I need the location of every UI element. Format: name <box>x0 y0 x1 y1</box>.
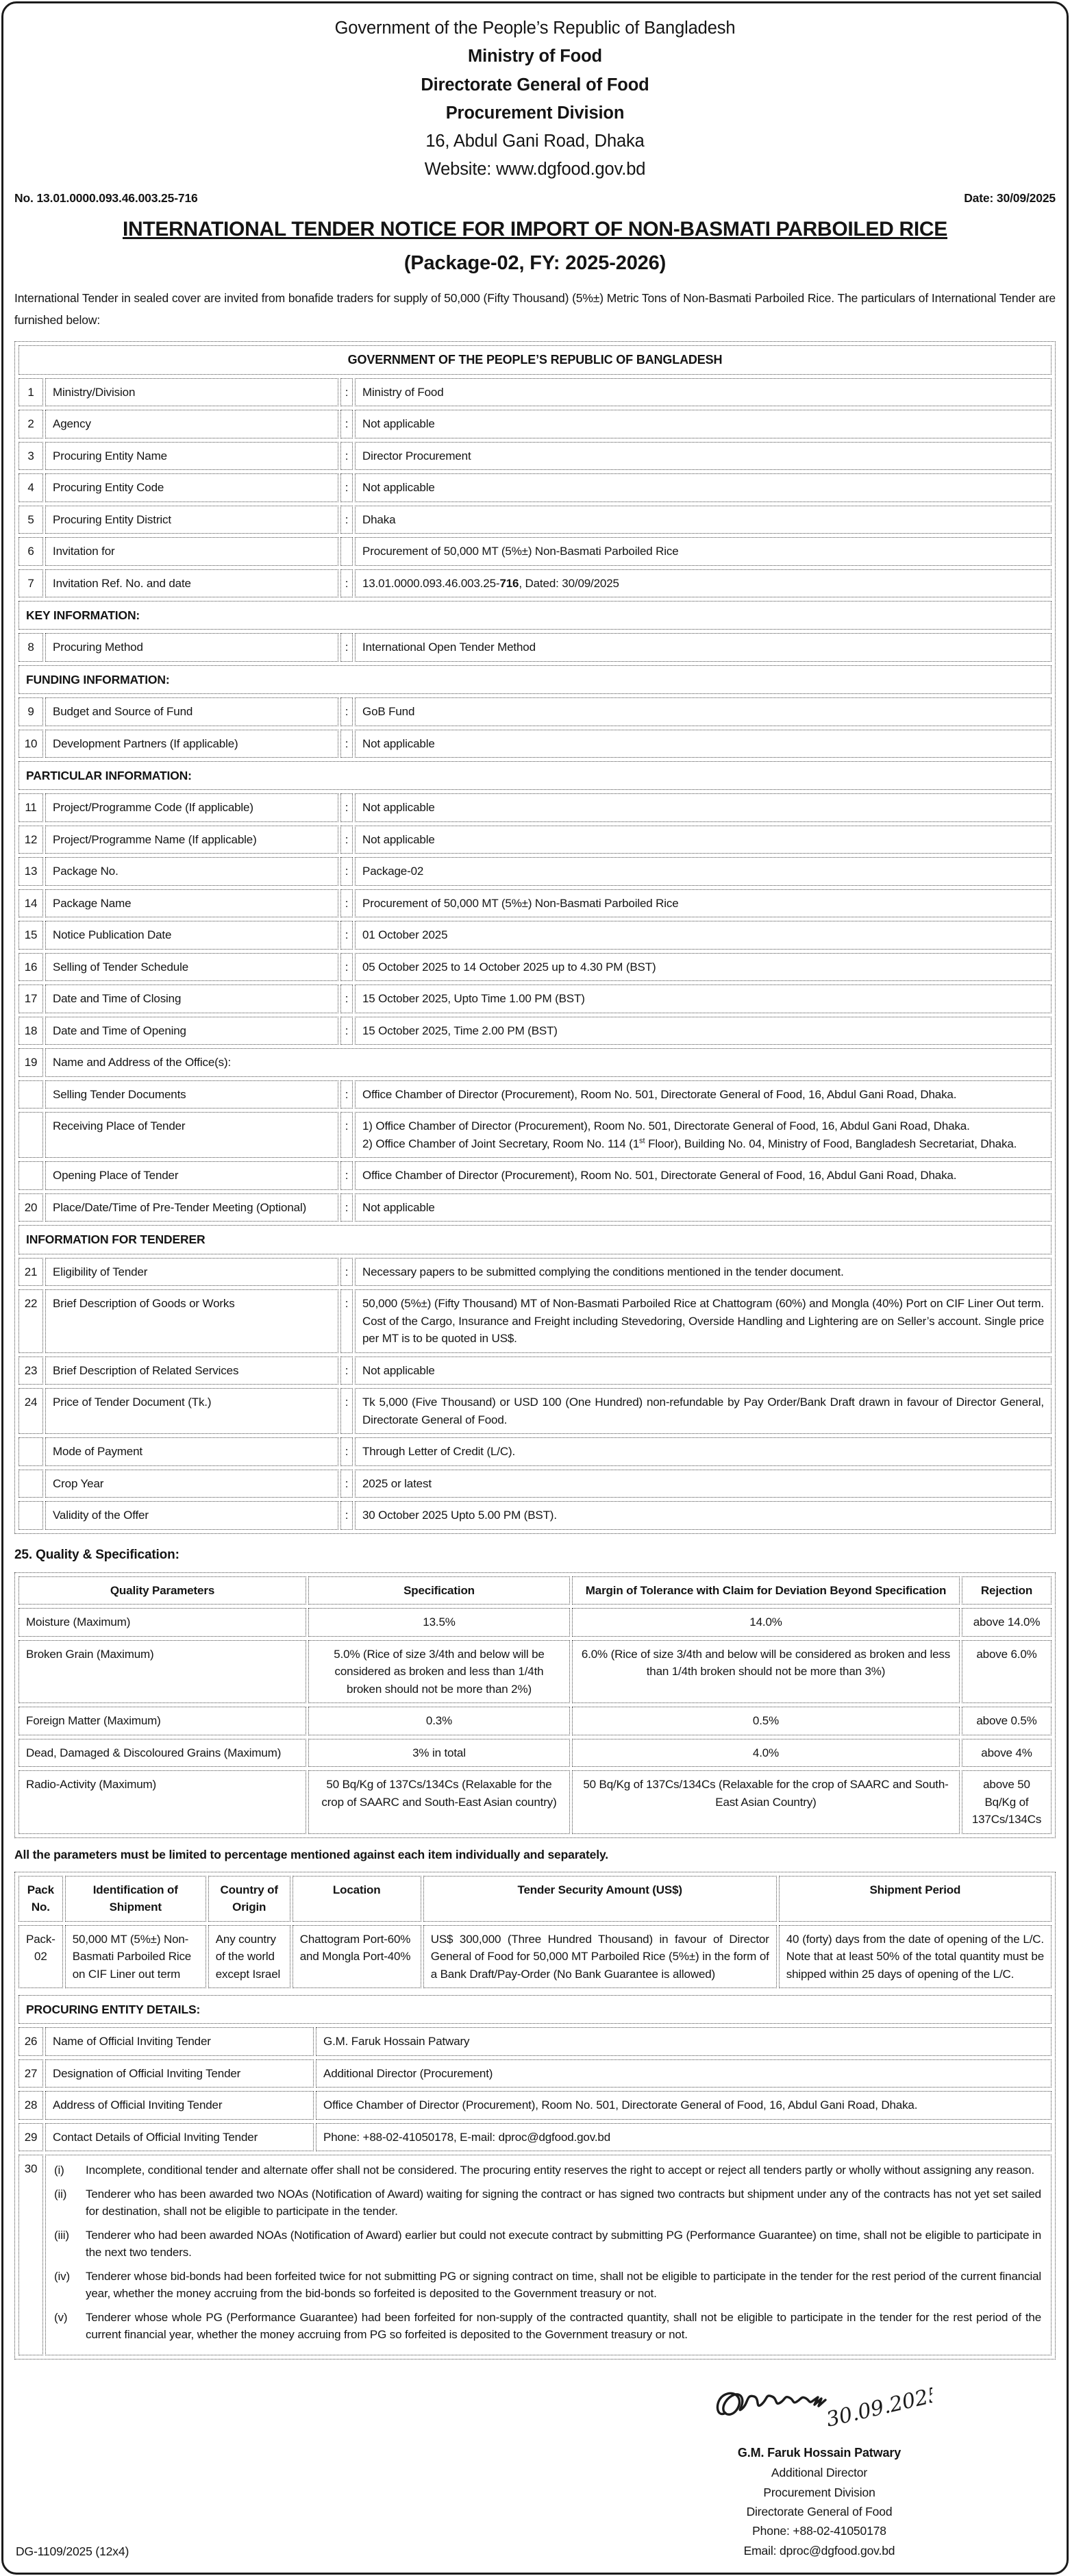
ref-value-bold: 716 <box>499 576 519 590</box>
table-row <box>18 1707 1052 1735</box>
row-label: Brief Description of Goods or Works <box>45 1289 338 1353</box>
address-line: 16, Abdul Gani Road, Dhaka <box>425 132 645 151</box>
section-header: FUNDING INFORMATION: <box>18 665 1052 694</box>
row-num <box>18 1161 43 1190</box>
table-row <box>18 953 1052 982</box>
row-label: Development Partners (If applicable) <box>45 730 338 758</box>
row-value: International Open Tender Method <box>355 633 1052 662</box>
section-row <box>18 761 1052 790</box>
margin-tolerance: 14.0% <box>572 1608 960 1637</box>
table-row <box>18 1017 1052 1045</box>
section-header: INFORMATION FOR TENDERER <box>18 1225 1052 1254</box>
row-colon: : <box>340 410 353 438</box>
section-header: PARTICULAR INFORMATION: <box>18 761 1052 790</box>
row-colon: : <box>340 1437 353 1466</box>
row-colon: : <box>340 1112 353 1158</box>
tender-notice-page <box>1 1 1069 2575</box>
quality-table <box>16 1573 1054 1837</box>
table-row <box>18 2155 1052 2355</box>
row-value: Package-02 <box>355 857 1052 886</box>
table-row <box>18 730 1052 758</box>
row-value: Not applicable <box>355 410 1052 438</box>
row-label: Name of Official Inviting Tender <box>45 2027 314 2056</box>
quality-spec-heading: 25. Quality & Specification: <box>14 1547 179 1562</box>
identification-of-shipment: 50,000 MT (5%±) Non-Basmati Parboiled Rice on CIF Liner out term <box>65 1925 206 1989</box>
row-label: Eligibility of Tender <box>45 1258 338 1287</box>
row-colon: : <box>340 1501 353 1530</box>
table-subrow <box>18 1501 1052 1530</box>
section-row <box>18 1995 1052 2024</box>
shipment-period: 40 (forty) days from the date of opening of the L/C. Note that at least 50% of the total quantity must be shipped within 25 days of opening of the L/C. <box>779 1925 1052 1989</box>
table-subrow <box>18 1112 1052 1158</box>
row-value: Tk 5,000 (Five Thousand) or USD 100 (One Hundred) non-refundable by Pay Order/Bank Draft drawn in favour of Director General, Directorate General of Food. <box>355 1388 1052 1434</box>
row-label: Procuring Method <box>45 633 338 662</box>
row-label: Contact Details of Official Inviting Tender <box>45 2123 314 2152</box>
table-row <box>18 378 1052 407</box>
row-colon: : <box>340 442 353 471</box>
rejection: above 50 Bq/Kg of 137Cs/134Cs <box>962 1770 1052 1834</box>
row-value: Procurement of 50,000 MT (5%±) Non-Basmati Parboiled Rice <box>355 537 1052 566</box>
table-row <box>18 537 1052 566</box>
row-label: Price of Tender Document (Tk.) <box>45 1388 338 1434</box>
row-value: 05 October 2025 to 14 October 2025 up to 4.30 PM (BST) <box>355 953 1052 982</box>
row-label: Project/Programme Name (If applicable) <box>45 826 338 854</box>
table-row <box>18 506 1052 534</box>
row-num <box>18 1437 43 1466</box>
signatory-directorate: Directorate General of Food <box>746 2504 893 2518</box>
table-row <box>18 1193 1052 1222</box>
condition-text: Tenderer who had been awarded NOAs (Notification of Award) earlier but could not execute contract by submitting PG (Performance Guarantee) on time, shall not be eligible to participate in the next two tenders. <box>86 2228 1041 2259</box>
row-value: Office Chamber of Director (Procurement), Room No. 501, Directorate General of Food, 16, Abdul Gani Road, Dhaka. <box>316 2091 1052 2120</box>
quality-parameter: Dead, Damaged & Discoloured Grains (Maximum) <box>18 1739 306 1768</box>
condition-text: Incomplete, conditional tender and alternate offer shall not be considered. The procuring entity reserves the right to accept or reject all tenders partly or wholly without assigning any reason. <box>86 2164 1034 2177</box>
row-num <box>18 1112 43 1158</box>
division-line: Procurement Division <box>445 103 625 123</box>
row-num: 23 <box>18 1357 43 1385</box>
row-label: Validity of the Offer <box>45 1501 338 1530</box>
row-label: Place/Date/Time of Pre-Tender Meeting (Optional) <box>45 1193 338 1222</box>
receiving-place-line-2 <box>362 1135 1044 1153</box>
row-value: Not applicable <box>355 1193 1052 1222</box>
row-value: 50,000 (5%±) (Fifty Thousand) MT of Non-Basmati Parboiled Rice at Chattogram (60%) and Mongla (40%) Port on CIF Liner Out term. Cost of the Cargo, Insurance and Freight including Stevedoring, Overside Handling and Lightering are on Seller’s account. Single price per MT is to be quoted in US$. <box>355 1289 1052 1353</box>
row-value: GoB Fund <box>355 697 1052 726</box>
signatory-phone: Phone: +88-02-41050178 <box>752 2524 886 2538</box>
row-label: Address of Official Inviting Tender <box>45 2091 314 2120</box>
memo-date: Date: 30/09/2025 <box>964 190 1056 205</box>
row-label: Agency <box>45 410 338 438</box>
tender-security-amount: US$ 300,000 (Three Hundred Thousand) in favour of Director General of Food for 50,000 MT Parboiled Rice (5%±) in the form of a Bank Draft/Pay-Order (No Bank Guarantee is allowed) <box>423 1925 777 1989</box>
letterhead <box>14 10 1056 184</box>
table-row <box>18 889 1052 918</box>
row-value: Office Chamber of Director (Procurement), Room No. 501, Directorate General of Food, 16, Abdul Gani Road, Dhaka. <box>355 1161 1052 1190</box>
margin-tolerance: 6.0% (Rice of size 3/4th and below will be considered as broken and less than 1/4th broken should not be more than 3%) <box>572 1640 960 1704</box>
row-label: Invitation for <box>45 537 338 566</box>
row-colon: : <box>340 826 353 854</box>
row-num: 28 <box>18 2091 43 2120</box>
column-header: Margin of Tolerance with Claim for Deviation Beyond Specification <box>572 1576 960 1605</box>
row-value: G.M. Faruk Hossain Patwary <box>316 2027 1052 2056</box>
row-colon: : <box>340 1080 353 1109</box>
margin-tolerance: 50 Bq/Kg of 137Cs/134Cs (Relaxable for the crop of SAARC and South-East Asian Country) <box>572 1770 960 1834</box>
margin-tolerance: 4.0% <box>572 1739 960 1768</box>
row-colon: : <box>340 1258 353 1287</box>
condition-label: (i) <box>54 2164 64 2177</box>
table-row <box>18 2091 1052 2120</box>
row-colon: : <box>340 1017 353 1045</box>
receiving-place-line-2-post: Floor), Building No. 04, Ministry of Food, Bangladesh Secretariat, Dhaka. <box>645 1137 1017 1150</box>
condition-label: (iii) <box>54 2228 69 2242</box>
row-value: Additional Director (Procurement) <box>316 2059 1052 2088</box>
row-value <box>355 569 1052 598</box>
quality-parameter: Radio-Activity (Maximum) <box>18 1770 306 1834</box>
row-value: Not applicable <box>355 730 1052 758</box>
row-num: 30 <box>18 2155 43 2355</box>
table-row <box>18 1388 1052 1434</box>
signature-area <box>14 2360 1056 2560</box>
row-value: Through Letter of Credit (L/C). <box>355 1437 1052 1466</box>
column-header: Shipment Period <box>779 1876 1052 1922</box>
table-row <box>18 1608 1052 1637</box>
row-value: 15 October 2025, Upto Time 1.00 PM (BST) <box>355 984 1052 1013</box>
table-row <box>18 793 1052 822</box>
ministry-line: Ministry of Food <box>468 47 602 66</box>
signature-date: 30.09.2025 <box>823 2382 932 2432</box>
row-num: 1 <box>18 378 43 407</box>
row-value: Phone: +88-02-41050178, E-mail: dproc@dgfood.gov.bd <box>316 2123 1052 2152</box>
row-colon: : <box>340 1289 353 1353</box>
table-title: GOVERNMENT OF THE PEOPLE’S REPUBLIC OF BANGLADESH <box>18 345 1052 375</box>
row-value: 30 October 2025 Upto 5.00 PM (BST). <box>355 1501 1052 1530</box>
ordinal-superscript: st <box>639 1137 645 1145</box>
table-row <box>18 1640 1052 1704</box>
condition-text: Tenderer whose bid-bonds had been forfeited twice for not submitting PG or signing contract on time, shall not be eligible to participate in the tender for the rest period of the current financial year, whether the money accruing from the bid-bonds so forfeited is deposited to the Government treasury or not. <box>86 2269 1041 2301</box>
row-label: Procuring Entity Code <box>45 473 338 502</box>
quality-table-wrap <box>14 1572 1056 1838</box>
row-colon: : <box>340 889 353 918</box>
row-colon <box>340 537 353 566</box>
row-colon: : <box>340 984 353 1013</box>
pack-no: Pack-02 <box>18 1925 63 1989</box>
row-colon: : <box>340 473 353 502</box>
handwritten-signature <box>706 2377 932 2446</box>
row-colon: : <box>340 953 353 982</box>
row-num: 15 <box>18 921 43 950</box>
condition-label: (ii) <box>54 2187 67 2201</box>
row-label: Receiving Place of Tender <box>45 1112 338 1158</box>
row-colon: : <box>340 793 353 822</box>
row-label: Invitation Ref. No. and date <box>45 569 338 598</box>
section-header: PROCURING ENTITY DETAILS: <box>18 1995 1052 2024</box>
row-label: Brief Description of Related Services <box>45 1357 338 1385</box>
row-value: 2025 or latest <box>355 1470 1052 1498</box>
memo-number <box>14 191 198 206</box>
column-header: Location <box>293 1876 421 1922</box>
row-num <box>18 1080 43 1109</box>
government-line: Government of the People’s Republic of Bangladesh <box>334 18 736 38</box>
table-row <box>18 1770 1052 1834</box>
signatory-email: Email: dproc@dgfood.gov.bd <box>743 2543 895 2558</box>
row-num: 3 <box>18 442 43 471</box>
table-row <box>18 1048 1052 1077</box>
memo-number-bold: 716 <box>177 190 198 205</box>
receiving-place-line-2-pre: 2) Office Chamber of Joint Secretary, Room No. 114 (1 <box>362 1137 640 1150</box>
row-colon: : <box>340 1193 353 1222</box>
table-row <box>18 2027 1052 2056</box>
page-subtitle: (Package-02, FY: 2025-2026) <box>403 251 667 274</box>
row-value: Office Chamber of Director (Procurement), Room No. 501, Directorate General of Food, 16, Abdul Gani Road, Dhaka. <box>355 1080 1052 1109</box>
row-label: Crop Year <box>45 1470 338 1498</box>
country-of-origin: Any country of the world except Israel <box>208 1925 290 1989</box>
table-header-row <box>18 1576 1052 1605</box>
rejection: above 4% <box>962 1739 1052 1768</box>
main-info-table <box>16 342 1054 1533</box>
table-row <box>18 633 1052 662</box>
location: Chattogram Port-60% and Mongla Port-40% <box>293 1925 421 1989</box>
condition-text: Tenderer who has been awarded two NOAs (Notification of Award) waiting for signing the contract or has signed two contracts but shipment under any of the contracts has not yet set sailed for destination, shall not be eligible to participate in the tender. <box>86 2187 1041 2218</box>
table-row <box>18 1289 1052 1353</box>
row-value: Not applicable <box>355 826 1052 854</box>
row-num: 10 <box>18 730 43 758</box>
table-row <box>18 697 1052 726</box>
table-subrow <box>18 1161 1052 1190</box>
row-num <box>18 1501 43 1530</box>
row-num: 26 <box>18 2027 43 2056</box>
row-num: 5 <box>18 506 43 534</box>
row-num: 29 <box>18 2123 43 2152</box>
row-num: 4 <box>18 473 43 502</box>
website-line: Website: www.dgfood.gov.bd <box>424 160 646 179</box>
row-label: Designation of Official Inviting Tender <box>45 2059 314 2088</box>
condition-label: (v) <box>54 2310 68 2324</box>
row-colon: : <box>340 1357 353 1385</box>
column-header: Identification of Shipment <box>65 1876 206 1922</box>
column-header: Rejection <box>962 1576 1052 1605</box>
section-header: KEY INFORMATION: <box>18 601 1052 630</box>
table-row <box>18 569 1052 598</box>
table-subrow <box>18 1080 1052 1109</box>
row-colon: : <box>340 1470 353 1498</box>
row-num: 20 <box>18 1193 43 1222</box>
row-label: Name and Address of the Office(s): <box>45 1048 1052 1077</box>
row-colon: : <box>340 857 353 886</box>
row-value: Necessary papers to be submitted complying the conditions mentioned in the tender document. <box>355 1258 1052 1287</box>
row-value <box>355 1112 1052 1158</box>
signatory-division: Procurement Division <box>763 2485 875 2499</box>
row-num: 2 <box>18 410 43 438</box>
row-num: 8 <box>18 633 43 662</box>
condition-item <box>53 2268 1044 2303</box>
specification: 50 Bq/Kg of 137Cs/134Cs (Relaxable for the crop of SAARC and South-East Asian country) <box>308 1770 570 1834</box>
specification: 3% in total <box>308 1739 570 1768</box>
row-label: Notice Publication Date <box>45 921 338 950</box>
row-label: Package Name <box>45 889 338 918</box>
row-label: Project/Programme Code (If applicable) <box>45 793 338 822</box>
column-header: Quality Parameters <box>18 1576 306 1605</box>
condition-item <box>53 2227 1044 2262</box>
ref-value-prefix: 13.01.0000.093.46.003.25- <box>362 576 500 590</box>
row-value: Not applicable <box>355 473 1052 502</box>
row-num: 22 <box>18 1289 43 1353</box>
row-colon: : <box>340 633 353 662</box>
row-colon: : <box>340 569 353 598</box>
row-colon: : <box>340 1388 353 1434</box>
row-value: Director Procurement <box>355 442 1052 471</box>
table-subrow <box>18 1470 1052 1498</box>
pack-table <box>16 1872 1054 1992</box>
row-value: Not applicable <box>355 1357 1052 1385</box>
table-header-row <box>18 1876 1052 1922</box>
table-row <box>18 2123 1052 2152</box>
memo-number-prefix: No. 13.01.0000.093.46.003.25- <box>14 190 178 205</box>
signatory-name: G.M. Faruk Hossain Patwary <box>737 2446 901 2460</box>
specification: 5.0% (Rice of size 3/4th and below will be considered as broken and less than 1/4th broken should not be more than 2%) <box>308 1640 570 1704</box>
rejection: above 0.5% <box>962 1707 1052 1735</box>
table-row <box>18 410 1052 438</box>
rejection: above 6.0% <box>962 1640 1052 1704</box>
row-colon: : <box>340 730 353 758</box>
table-row <box>18 473 1052 502</box>
row-label: Package No. <box>45 857 338 886</box>
specification: 0.3% <box>308 1707 570 1735</box>
table-row <box>18 921 1052 950</box>
row-num: 21 <box>18 1258 43 1287</box>
row-label: Procuring Entity Name <box>45 442 338 471</box>
row-label: Selling of Tender Schedule <box>45 953 338 982</box>
main-info-table-wrap <box>14 341 1056 1534</box>
row-label: Procuring Entity District <box>45 506 338 534</box>
row-num: 19 <box>18 1048 43 1077</box>
row-label: Ministry/Division <box>45 378 338 407</box>
section-row <box>18 665 1052 694</box>
row-colon: : <box>340 1161 353 1190</box>
receiving-place-line-1: 1) Office Chamber of Director (Procurement), Room No. 501, Directorate General of Food, 16, Abdul Gani Road, Dhaka. <box>362 1119 970 1133</box>
rejection: above 14.0% <box>962 1608 1052 1637</box>
row-num: 17 <box>18 984 43 1013</box>
row-value: Not applicable <box>355 793 1052 822</box>
row-colon: : <box>340 697 353 726</box>
row-value: Ministry of Food <box>355 378 1052 407</box>
row-value: Dhaka <box>355 506 1052 534</box>
row-value: Procurement of 50,000 MT (5%±) Non-Basmati Parboiled Rice <box>355 889 1052 918</box>
row-colon: : <box>340 921 353 950</box>
row-label: Opening Place of Tender <box>45 1161 338 1190</box>
table-row <box>18 345 1052 375</box>
row-num: 9 <box>18 697 43 726</box>
table-subrow <box>18 1437 1052 1466</box>
row-num: 14 <box>18 889 43 918</box>
procuring-entity-table <box>16 1992 1054 2359</box>
row-colon: : <box>340 506 353 534</box>
section-row <box>18 601 1052 630</box>
table-row <box>18 1258 1052 1287</box>
row-value: 15 October 2025, Time 2.00 PM (BST) <box>355 1017 1052 1045</box>
row-num: 16 <box>18 953 43 982</box>
row-colon: : <box>340 378 353 407</box>
row-num: 6 <box>18 537 43 566</box>
table-row <box>18 1739 1052 1768</box>
table-row <box>18 984 1052 1013</box>
quality-parameter: Moisture (Maximum) <box>18 1608 306 1637</box>
print-reference: DG-1109/2025 (12x4) <box>16 2544 129 2558</box>
row-value: 01 October 2025 <box>355 921 1052 950</box>
ref-value-suffix: , Dated: 30/09/2025 <box>519 576 619 590</box>
page-title: INTERNATIONAL TENDER NOTICE FOR IMPORT OF NON-BASMATI PARBOILED RICE <box>122 217 948 240</box>
row-num: 13 <box>18 857 43 886</box>
row-num: 27 <box>18 2059 43 2088</box>
row-num: 18 <box>18 1017 43 1045</box>
reference-line <box>14 191 1056 206</box>
row-label: Date and Time of Opening <box>45 1017 338 1045</box>
row-label: Mode of Payment <box>45 1437 338 1466</box>
pack-procuring-wrap <box>14 1872 1056 2360</box>
row-num: 12 <box>18 826 43 854</box>
quality-parameter: Foreign Matter (Maximum) <box>18 1707 306 1735</box>
row-label: Date and Time of Closing <box>45 984 338 1013</box>
column-header: Country of Origin <box>208 1876 290 1922</box>
table-row <box>18 1357 1052 1385</box>
column-header: Tender Security Amount (US$) <box>423 1876 777 1922</box>
row-num: 24 <box>18 1388 43 1434</box>
conditions-cell <box>45 2155 1052 2355</box>
table-row <box>18 857 1052 886</box>
directorate-line: Directorate General of Food <box>421 75 649 95</box>
section-row <box>18 1225 1052 1254</box>
table-row <box>18 2059 1052 2088</box>
column-header: Pack No. <box>18 1876 63 1922</box>
specification: 13.5% <box>308 1608 570 1637</box>
row-label: Selling Tender Documents <box>45 1080 338 1109</box>
intro-paragraph: International Tender in sealed cover are invited from bonafide traders for supply of 50,000 (Fifty Thousand) (5%±) Metric Tons of Non-Basmati Parboiled Rice. The particulars of International Tender are furnished below: <box>14 290 1056 327</box>
table-row <box>18 1925 1052 1989</box>
condition-item <box>53 2309 1044 2344</box>
signature-block <box>658 2377 980 2560</box>
condition-label: (iv) <box>54 2269 70 2283</box>
table-row <box>18 826 1052 854</box>
parameters-note: All the parameters must be limited to percentage mentioned against each item individually and separately. <box>14 1847 608 1861</box>
condition-item <box>53 2162 1044 2179</box>
margin-tolerance: 0.5% <box>572 1707 960 1735</box>
row-num: 11 <box>18 793 43 822</box>
column-header: Specification <box>308 1576 570 1605</box>
condition-item <box>53 2185 1044 2220</box>
signatory-designation: Additional Director <box>771 2466 868 2480</box>
table-row <box>18 442 1052 471</box>
row-num: 7 <box>18 569 43 598</box>
row-num <box>18 1470 43 1498</box>
quality-parameter: Broken Grain (Maximum) <box>18 1640 306 1704</box>
condition-text: Tenderer whose whole PG (Performance Guarantee) had been forfeited for non-supply of the contracted quantity, shall not be eligible to participate in the tender for the rest period of the current financial year, whether the money accruing from PG so forfeited is deposited to the Government treasury or not. <box>86 2310 1041 2342</box>
row-label: Budget and Source of Fund <box>45 697 338 726</box>
